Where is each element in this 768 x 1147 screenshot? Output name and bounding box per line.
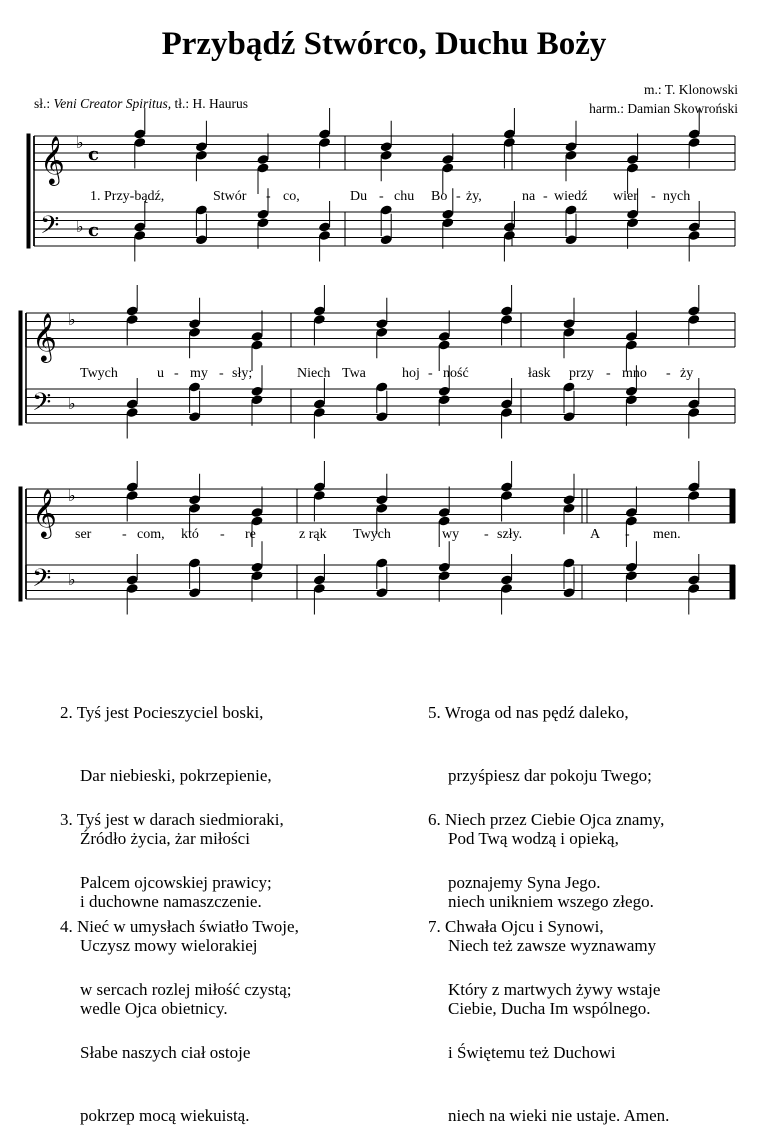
lyric-syllable: co, bbox=[283, 189, 300, 204]
verse-number: 4. bbox=[60, 917, 73, 936]
flat-icon: ♭ bbox=[76, 133, 84, 152]
verse-line: Niech też zawsze wyznawamy bbox=[448, 936, 657, 955]
verse-line: Ciebie, Ducha Im wspólnego. bbox=[448, 999, 651, 1018]
flat-icon: ♭ bbox=[76, 217, 84, 236]
lyric-syllable: - bbox=[122, 527, 127, 542]
lyric-syllable: Bo bbox=[431, 189, 448, 204]
lyric-syllable: - bbox=[666, 366, 671, 381]
verse-line: Pod Twą wodzą i opieką, bbox=[448, 829, 619, 848]
lyric-syllable: hoj bbox=[402, 366, 420, 381]
bass-clef-icon: 𝄢 bbox=[32, 564, 52, 599]
verse-number: 2. bbox=[60, 703, 73, 722]
composer-credit: m.: T. Klonowski bbox=[643, 82, 738, 97]
lyric-syllable: - bbox=[606, 366, 611, 381]
lyric-syllable: - bbox=[651, 189, 656, 204]
lyric-syllable: łask bbox=[528, 366, 551, 381]
verse-line: pokrzep mocą wiekuistą. bbox=[80, 1106, 250, 1125]
lyric-syllable: szły. bbox=[497, 527, 523, 542]
flat-icon: ♭ bbox=[68, 394, 76, 413]
lyric-syllable: Twa bbox=[342, 366, 366, 381]
lyric-syllable: mno bbox=[622, 366, 647, 381]
verse-line: Tyś jest w darach siedmioraki, bbox=[76, 810, 284, 829]
lyric-syllable: - bbox=[379, 189, 384, 204]
common-time-icon: c bbox=[88, 220, 99, 241]
lyric-syllable: ży, bbox=[466, 189, 482, 204]
system-brace bbox=[19, 311, 22, 425]
lyric-syllable: Du bbox=[350, 189, 368, 204]
common-time-icon: c bbox=[88, 144, 99, 165]
hymn-title: Przybądź Stwórco, Duchu Boży bbox=[161, 26, 607, 62]
words-prefix: sł.: bbox=[34, 96, 51, 111]
lyric-syllable: wiedź bbox=[554, 189, 588, 204]
verse-line: Źródło życia, żar miłości bbox=[80, 829, 250, 848]
lyric-syllable: - bbox=[456, 189, 461, 204]
lyric-syllable: wy bbox=[442, 527, 460, 542]
flat-icon: ♭ bbox=[68, 486, 76, 505]
lyric-syllable: chu bbox=[394, 189, 415, 204]
bass-clef-icon: 𝄢 bbox=[32, 388, 52, 423]
verse-7 bbox=[428, 874, 669, 1147]
lyric-syllable: któ bbox=[181, 527, 199, 542]
lyric-syllable: ność bbox=[443, 366, 469, 381]
lyric-syllable: - bbox=[543, 189, 548, 204]
lyric-syllable: z rąk bbox=[299, 527, 327, 542]
verse-line: przyśpiesz dar pokoju Twego; bbox=[448, 766, 652, 785]
treble-clef-icon: 𝄞 bbox=[32, 488, 57, 537]
verse-number: 5. bbox=[428, 703, 441, 722]
verse-number: 7. bbox=[428, 917, 441, 936]
verse-line: Dar niebieski, pokrzepienie, bbox=[80, 766, 272, 785]
lyric-syllable: sły; bbox=[232, 366, 253, 381]
flat-icon: ♭ bbox=[68, 310, 76, 329]
verse-line: i duchowne namaszczenie. bbox=[80, 892, 262, 911]
final-barline bbox=[730, 489, 734, 523]
lyric-syllable: - bbox=[174, 366, 179, 381]
verse-line: Który z martwych żywy wstaje bbox=[448, 980, 661, 999]
bass-clef-icon: 𝄢 bbox=[40, 211, 60, 246]
lyric-syllable: ser bbox=[75, 527, 92, 542]
verse-line: Słabe naszych ciał ostoje bbox=[80, 1043, 251, 1062]
verse-line: Palcem ojcowskiej prawicy; bbox=[80, 873, 272, 892]
system-brace bbox=[19, 487, 22, 601]
lyric-syllable: Stwór bbox=[213, 189, 247, 204]
lyric-syllable: my bbox=[190, 366, 208, 381]
lyric-syllable: Niech bbox=[297, 366, 331, 381]
verse-line: Wroga od nas pędź daleko, bbox=[444, 703, 629, 722]
lyric-syllable: 1. Przy-bądź, bbox=[90, 189, 165, 204]
verse-line: niech na wieki nie ustaje. Amen. bbox=[448, 1106, 670, 1125]
lyric-syllable: u bbox=[157, 366, 164, 381]
translation-credit: tł.: H. Haurus bbox=[174, 96, 249, 111]
words-source: Veni Creator Spiritus, bbox=[53, 96, 172, 111]
lyric-syllable: men. bbox=[653, 527, 681, 542]
system-brace bbox=[27, 134, 30, 248]
verse-line: Uczysz mowy wielorakiej bbox=[80, 936, 258, 955]
lyric-syllable: - bbox=[219, 366, 224, 381]
verse-line: Chwała Ojcu i Synowi, bbox=[445, 917, 604, 936]
lyric-syllable: - bbox=[625, 527, 630, 542]
harmony-credit: harm.: Damian Skowroński bbox=[589, 101, 738, 116]
lyric-syllable: A bbox=[590, 527, 601, 542]
verse-line: poznajemy Syna Jego. bbox=[448, 873, 601, 892]
lyric-syllable: Twych bbox=[80, 366, 118, 381]
lyric-syllable: wier bbox=[613, 189, 638, 204]
lyric-syllable: - bbox=[484, 527, 489, 542]
verse-line: Nieć w umysłach światło Twoje, bbox=[77, 917, 299, 936]
lyric-syllable: - bbox=[220, 527, 225, 542]
verse-number: 6. bbox=[428, 810, 441, 829]
treble-clef-icon: 𝄞 bbox=[32, 312, 57, 361]
treble-clef-icon: 𝄞 bbox=[40, 135, 65, 184]
lyric-syllable: - bbox=[428, 366, 433, 381]
verse-line: Niech przez Ciebie Ojca znamy, bbox=[445, 810, 665, 829]
verse-line: wedle Ojca obietnicy. bbox=[80, 999, 228, 1018]
lyric-syllable: Twych bbox=[353, 527, 391, 542]
verse-number: 3. bbox=[60, 810, 73, 829]
final-barline bbox=[730, 565, 734, 599]
verse-line: i Świętemu też Duchowi bbox=[448, 1043, 616, 1062]
lyric-syllable: ży bbox=[680, 366, 694, 381]
lyric-syllable: - bbox=[266, 189, 271, 204]
verse-line: w sercach rozlej miłość czystą; bbox=[80, 980, 292, 999]
flat-icon: ♭ bbox=[68, 570, 76, 589]
verse-line: Tyś jest Pocieszyciel boski, bbox=[76, 703, 264, 722]
lyric-syllable: na bbox=[522, 189, 536, 204]
note-heads bbox=[126, 108, 701, 615]
verse-4 bbox=[60, 874, 299, 1147]
lyric-syllable: re bbox=[245, 527, 256, 542]
lyric-syllable: com, bbox=[137, 527, 165, 542]
verse-line: niech unikniem wszego złego. bbox=[448, 892, 654, 911]
lyric-syllable: przy bbox=[569, 366, 594, 381]
lyric-syllable: nych bbox=[663, 189, 691, 204]
